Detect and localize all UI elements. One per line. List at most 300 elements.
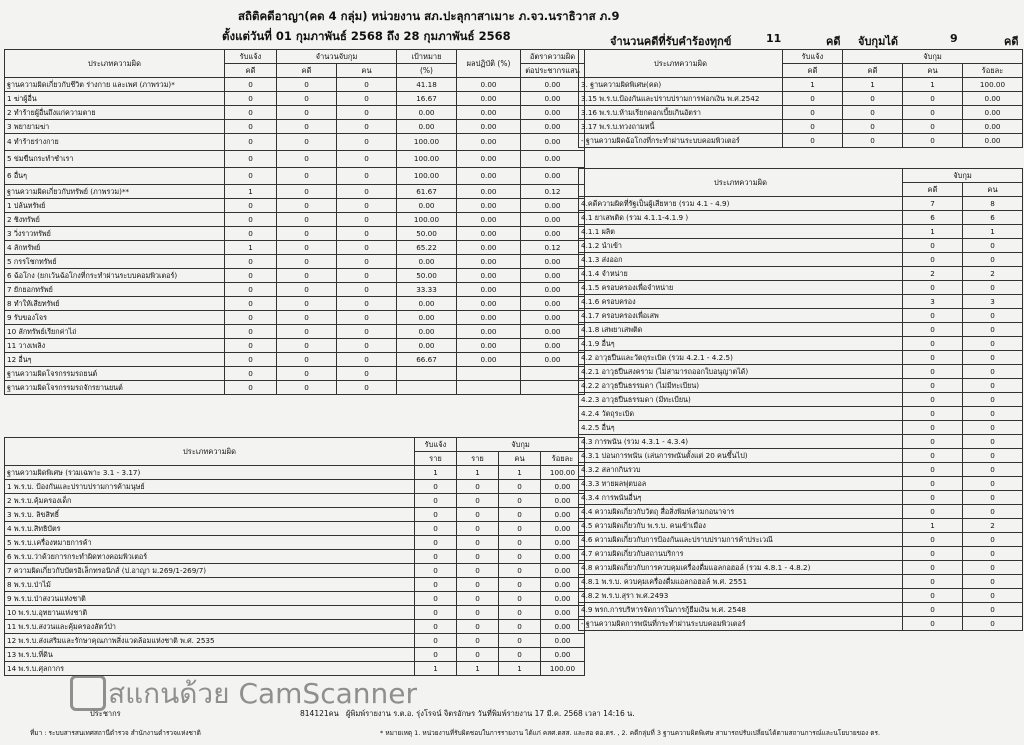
special-offense-summary-table xyxy=(578,49,1023,148)
cell-e: 0.00 xyxy=(457,269,521,283)
cell-a: 0 xyxy=(903,547,963,561)
cell-b: 0 xyxy=(277,255,337,269)
table-row xyxy=(5,78,585,92)
cell-b: 0 xyxy=(963,603,1023,617)
row-label: 4.9 พรก.การบริหารจัดการในการกู้ยืมเงิน พ.ศ. 2548 xyxy=(579,603,903,617)
row-label: 12 อื่นๆ xyxy=(5,353,225,367)
cell-f: 0.00 xyxy=(521,120,585,134)
table-row xyxy=(5,297,585,311)
table-row xyxy=(579,519,1023,533)
cell-f: 0.00 xyxy=(521,199,585,213)
col-case-arrest: คดี xyxy=(843,64,903,78)
cell-d: 0.00 xyxy=(541,578,585,592)
cell-d: 0.00 xyxy=(397,325,457,339)
arrest-label: จับกุมได้ xyxy=(858,35,899,48)
cell-f: 0.12 xyxy=(521,241,585,255)
table-row xyxy=(5,648,585,662)
cell-c: 0 xyxy=(337,297,397,311)
source-note: ที่มา : ระบบสารสนเทศสถานีตำรวจ สำนักงานตำรวจแห่งชาติ xyxy=(30,729,201,737)
cell-d: 16.67 xyxy=(397,92,457,106)
cell-d: 0.00 xyxy=(963,134,1023,148)
cell-f: 0.00 xyxy=(521,213,585,227)
row-label: 7 ความผิดเกี่ยวกับบัตรอิเล็กทรอนิกส์ (ป.อาญา ม.269/1-269/7) xyxy=(5,564,415,578)
cell-e: 0.00 xyxy=(457,297,521,311)
table-row xyxy=(5,185,585,199)
row-label: 4 พ.ร.บ.สิทธิบัตร xyxy=(5,522,415,536)
cell-e xyxy=(457,381,521,395)
row-label: 2 ชิงทรัพย์ xyxy=(5,213,225,227)
cell-b: 0 xyxy=(963,589,1023,603)
count-label: จำนวนคดีที่รับคำร้องทุกข์ xyxy=(610,35,732,48)
cell-a: 0 xyxy=(903,323,963,337)
cell-b: 1 xyxy=(457,662,499,676)
cell-a: 0 xyxy=(225,283,277,297)
cell-a: 0 xyxy=(225,367,277,381)
cell-f: 0.00 xyxy=(521,92,585,106)
cell-c: 0 xyxy=(337,353,397,367)
cell-b: 0 xyxy=(457,634,499,648)
row-label: 3. ฐานความผิดพิเศษ(คด) xyxy=(579,78,783,92)
table-row xyxy=(579,323,1023,337)
table-row xyxy=(579,92,1023,106)
cell-a: 0 xyxy=(903,239,963,253)
cell-a: 0 xyxy=(225,213,277,227)
table-row xyxy=(5,92,585,106)
cell-c: 0 xyxy=(337,168,397,185)
cell-b: 0 xyxy=(963,393,1023,407)
cell-d: 100.00 xyxy=(397,168,457,185)
col-arrest: จับกุม xyxy=(843,50,1023,64)
cell-a: 0 xyxy=(903,603,963,617)
cell-f: 0.00 xyxy=(521,227,585,241)
cell-b: 0 xyxy=(277,199,337,213)
cell-c: 0 xyxy=(337,269,397,283)
row-label: 4.4 ความผิดเกี่ยวกับวัตถุ สื่อสิ่งพิมพ์ลามกอนาจาร xyxy=(579,505,903,519)
cell-b: 0 xyxy=(277,78,337,92)
cell-c: 1 xyxy=(499,466,541,480)
cell-d: 0.00 xyxy=(541,480,585,494)
cell-b: 0 xyxy=(963,407,1023,421)
col-target: เป้าหมาย xyxy=(397,50,457,64)
table-row xyxy=(5,269,585,283)
row-label: - ฐานความผิดการพนันที่กระทำผ่านระบบคอมพิวเตอร์ xyxy=(579,617,903,631)
state-victim-offense-table xyxy=(578,168,1023,631)
cell-f: 0.00 xyxy=(521,283,585,297)
arrest-value: 9 xyxy=(950,32,958,45)
cell-c: 0 xyxy=(499,536,541,550)
cell-b: 0 xyxy=(963,617,1023,631)
col-report: รับแจ้ง xyxy=(225,50,277,64)
row-label: 3 พ.ร.บ. ลิขสิทธิ์ xyxy=(5,508,415,522)
cell-d: 0.00 xyxy=(397,255,457,269)
table-row xyxy=(5,564,585,578)
cell-a: 0 xyxy=(225,297,277,311)
cell-b: 0 xyxy=(963,533,1023,547)
cell-c: 0 xyxy=(499,592,541,606)
cell-d: 0.00 xyxy=(397,120,457,134)
cell-d: 0.00 xyxy=(541,550,585,564)
cell-e: 0.00 xyxy=(457,168,521,185)
table-row xyxy=(579,407,1023,421)
cell-b: 1 xyxy=(457,466,499,480)
col-type: ประเภทความผิด xyxy=(579,169,903,197)
row-label: 4.6 ความผิดเกี่ยวกับการป้องกันและปราบปรามการค้าประเวณี xyxy=(579,533,903,547)
cell-b: 0 xyxy=(457,550,499,564)
cell-f: 0.12 xyxy=(521,185,585,199)
table-row xyxy=(579,211,1023,225)
cell-d: 0.00 xyxy=(541,648,585,662)
cell-d: 100.00 xyxy=(963,78,1023,92)
report-period: ตั้งแต่วันที่ 01 กุมภาพันธ์ 2568 ถึง 28 กุมภาพันธ์ 2568 xyxy=(222,29,511,43)
cell-a: 0 xyxy=(225,353,277,367)
col-case: คดี xyxy=(225,64,277,78)
cell-c: 0 xyxy=(499,550,541,564)
row-label: 4.7 ความผิดเกี่ยวกับสถานบริการ xyxy=(579,547,903,561)
cell-b: 0 xyxy=(277,185,337,199)
cell-c: 1 xyxy=(903,78,963,92)
table-row xyxy=(5,353,585,367)
cell-b: 0 xyxy=(963,477,1023,491)
cell-a: 0 xyxy=(903,533,963,547)
cell-a: 0 xyxy=(225,78,277,92)
row-label: 4.8.1 พ.ร.บ. ควบคุมเครื่องดื่มแอลกอฮอล์ พ.ศ. 2551 xyxy=(579,575,903,589)
cell-b: 0 xyxy=(277,311,337,325)
row-label: 12 พ.ร.บ.ส่งเสริมและรักษาคุณภาพสิ่งแวดล้อมแห่งชาติ พ.ศ. 2535 xyxy=(5,634,415,648)
count-value: 11 xyxy=(766,32,782,45)
cell-a: 7 xyxy=(903,197,963,211)
cell-a: 1 xyxy=(225,185,277,199)
cell-a: 3 xyxy=(903,295,963,309)
cell-b: 0 xyxy=(963,505,1023,519)
table-row xyxy=(5,634,585,648)
row-label: 1 ฆ่าผู้อื่น xyxy=(5,92,225,106)
cell-a: 1 xyxy=(415,466,457,480)
table-row xyxy=(5,325,585,339)
cell-a: 1 xyxy=(903,519,963,533)
cell-c: 0 xyxy=(337,311,397,325)
cell-a: 0 xyxy=(903,617,963,631)
row-label: 3 พยายามฆ่า xyxy=(5,120,225,134)
cell-a: 0 xyxy=(415,522,457,536)
cell-c: 0 xyxy=(903,106,963,120)
cell-f: 0.00 xyxy=(521,297,585,311)
cell-c: 0 xyxy=(499,564,541,578)
cell-f: 0.00 xyxy=(521,78,585,92)
cell-a: 6 xyxy=(903,211,963,225)
cell-c: 0 xyxy=(337,199,397,213)
col-case-arrest: ราย xyxy=(457,452,499,466)
table-row xyxy=(579,421,1023,435)
cell-a: 2 xyxy=(903,267,963,281)
cell-d: 100.00 xyxy=(397,134,457,151)
report-title: สถิติคดีอาญา(คด 4 กลุ่ม) หน่วยงาน สภ.ปะลุกาสาเมาะ ภ.จว.นราธิวาส ภ.9 xyxy=(238,9,620,23)
row-label: 4 ลักทรัพย์ xyxy=(5,241,225,255)
col-pct: ร้อยละ xyxy=(963,64,1023,78)
cell-b: 0 xyxy=(457,648,499,662)
table-row xyxy=(5,339,585,353)
row-label: 1 พ.ร.บ. ป้องกันและปราบปรามการค้ามนุษย์ xyxy=(5,480,415,494)
cell-b: 8 xyxy=(963,197,1023,211)
cell-a: 0 xyxy=(903,421,963,435)
cell-c: 1 xyxy=(499,662,541,676)
col-arrest: จับกุม xyxy=(903,169,1023,183)
cell-b: 0 xyxy=(843,106,903,120)
row-label: 4.1.1 ผลิต xyxy=(579,225,903,239)
row-label: 6 อื่นๆ xyxy=(5,168,225,185)
cell-a: 0 xyxy=(415,634,457,648)
table-row xyxy=(579,225,1023,239)
cell-d: 0.00 xyxy=(541,634,585,648)
cell-a: 0 xyxy=(415,536,457,550)
cell-b: 0 xyxy=(963,435,1023,449)
row-label: 13 พ.ร.บ.ที่ดิน xyxy=(5,648,415,662)
cell-a: 0 xyxy=(903,435,963,449)
col-result: ผลปฏิบัติ (%) xyxy=(457,50,521,78)
cell-d: 0.00 xyxy=(541,606,585,620)
cell-c: 0 xyxy=(499,578,541,592)
cell-b: 0 xyxy=(963,351,1023,365)
cell-e: 0.00 xyxy=(457,339,521,353)
cell-e: 0.00 xyxy=(457,213,521,227)
cell-a: 0 xyxy=(903,365,963,379)
row-label: 4.1.3 ส่งออก xyxy=(579,253,903,267)
table-row xyxy=(5,606,585,620)
cell-f: 0.00 xyxy=(521,151,585,168)
cell-b: 0 xyxy=(963,365,1023,379)
col-arrest: จับกุม xyxy=(457,438,585,452)
row-label: 1 ปล้นทรัพย์ xyxy=(5,199,225,213)
row-label: 4.คดีความผิดที่รัฐเป็นผู้เสียหาย (รวม 4.1 - 4.9) xyxy=(579,197,903,211)
table-row xyxy=(579,78,1023,92)
arrest-unit: คดี xyxy=(1004,35,1019,48)
cell-d: 0.00 xyxy=(541,508,585,522)
cell-c: 0 xyxy=(337,120,397,134)
cell-e: 0.00 xyxy=(457,78,521,92)
cell-c: 0 xyxy=(499,480,541,494)
cell-b: 0 xyxy=(963,239,1023,253)
cell-b: 0 xyxy=(963,337,1023,351)
cell-a: 1 xyxy=(783,78,843,92)
cell-c: 0 xyxy=(499,648,541,662)
cell-d: 100.00 xyxy=(541,466,585,480)
table-row xyxy=(5,578,585,592)
col-case-arrest: คดี xyxy=(277,64,337,78)
cell-b: 0 xyxy=(277,269,337,283)
cell-c: 0 xyxy=(337,213,397,227)
table-row xyxy=(5,106,585,120)
cell-b: 3 xyxy=(963,295,1023,309)
cell-a: 0 xyxy=(225,255,277,269)
cell-b: 0 xyxy=(963,449,1023,463)
row-label: 4.1.5 ครอบครองเพื่อจำหน่าย xyxy=(579,281,903,295)
cell-a: 0 xyxy=(783,120,843,134)
cell-b: 0 xyxy=(277,213,337,227)
table-row xyxy=(579,239,1023,253)
cell-b: 0 xyxy=(843,92,903,106)
cell-a: 0 xyxy=(903,309,963,323)
cell-a: 0 xyxy=(415,606,457,620)
row-label: 4.2 อาวุธปืนและวัตถุระเบิด (รวม 4.2.1 - 4.2.5) xyxy=(579,351,903,365)
cell-c: 0 xyxy=(337,92,397,106)
row-label: ฐานความผิดพิเศษ (รวมเฉพาะ 3.1 - 3.17) xyxy=(5,466,415,480)
cell-b: 0 xyxy=(843,134,903,148)
cell-b: 0 xyxy=(963,575,1023,589)
cell-b: 0 xyxy=(277,106,337,120)
cell-c: 0 xyxy=(337,241,397,255)
col-report: รับแจ้ง xyxy=(783,50,843,64)
cell-e: 0.00 xyxy=(457,106,521,120)
table-row xyxy=(579,561,1023,575)
cell-d: 100.00 xyxy=(397,213,457,227)
cell-a: 0 xyxy=(225,325,277,339)
cell-b: 0 xyxy=(277,151,337,168)
row-label: 4.8.2 พ.ร.บ.สุรา พ.ศ.2493 xyxy=(579,589,903,603)
cell-e: 0.00 xyxy=(457,227,521,241)
cell-a: 0 xyxy=(225,151,277,168)
col-person: คน xyxy=(337,64,397,78)
table-row xyxy=(5,620,585,634)
cell-a: 0 xyxy=(903,491,963,505)
table-row xyxy=(5,367,585,381)
cell-a: 0 xyxy=(903,281,963,295)
table-row xyxy=(5,480,585,494)
row-label: 4.3.3 ทายผลฟุตบอล xyxy=(579,477,903,491)
cell-d: 0.00 xyxy=(541,522,585,536)
population-value: 814121คน xyxy=(300,709,339,718)
cell-e: 0.00 xyxy=(457,134,521,151)
table-row xyxy=(5,311,585,325)
table-row xyxy=(579,575,1023,589)
table-row xyxy=(579,435,1023,449)
cell-f: 0.00 xyxy=(521,339,585,353)
cell-d xyxy=(397,381,457,395)
cell-a: 0 xyxy=(783,92,843,106)
cell-c: 0 xyxy=(337,78,397,92)
cell-e: 0.00 xyxy=(457,241,521,255)
row-label: 7 ยักยอกทรัพย์ xyxy=(5,283,225,297)
table-row xyxy=(579,547,1023,561)
cell-c: 0 xyxy=(337,151,397,168)
table-row xyxy=(5,241,585,255)
row-label: 9 พ.ร.บ.ป่าสงวนแห่งชาติ xyxy=(5,592,415,606)
cell-b: 0 xyxy=(457,508,499,522)
cell-c: 0 xyxy=(499,606,541,620)
cell-c: 0 xyxy=(337,185,397,199)
cell-c: 0 xyxy=(499,508,541,522)
cell-d: 0.00 xyxy=(541,564,585,578)
cell-b: 0 xyxy=(277,367,337,381)
table-row xyxy=(5,120,585,134)
col-report: รับแจ้ง xyxy=(415,438,457,452)
camscanner-logo-icon xyxy=(70,675,106,711)
cell-f: 0.00 xyxy=(521,255,585,269)
cell-d: 41.18 xyxy=(397,78,457,92)
table-row xyxy=(579,365,1023,379)
table-row xyxy=(579,393,1023,407)
col-person: คน xyxy=(499,452,541,466)
table-row xyxy=(579,309,1023,323)
table-row xyxy=(579,337,1023,351)
cell-d: 0.00 xyxy=(963,120,1023,134)
row-label: 4 ทำร้ายร่างกาย xyxy=(5,134,225,151)
cell-e: 0.00 xyxy=(457,311,521,325)
row-label: 4.3 การพนัน (รวม 4.3.1 - 4.3.4) xyxy=(579,435,903,449)
table-row xyxy=(579,134,1023,148)
cell-d: 66.67 xyxy=(397,353,457,367)
row-label: - ฐานความผิดฉ้อโกงที่กระทำผ่านระบบคอมพิวเตอร์ xyxy=(579,134,783,148)
table-row xyxy=(579,295,1023,309)
cell-a: 1 xyxy=(225,241,277,255)
cell-e: 0.00 xyxy=(457,353,521,367)
cell-b: 0 xyxy=(277,227,337,241)
cell-a: 1 xyxy=(415,662,457,676)
crime-stats-table xyxy=(4,49,585,395)
cell-b: 0 xyxy=(277,297,337,311)
table-row xyxy=(579,617,1023,631)
cell-b: 0 xyxy=(277,325,337,339)
table-row xyxy=(579,281,1023,295)
row-label: 4.2.3 อาวุธปืนธรรมดา (มีทะเบียน) xyxy=(579,393,903,407)
col-case: ราย xyxy=(415,452,457,466)
table-row xyxy=(5,536,585,550)
reporter-line: ผู้พิมพ์รายงาน ร.ต.อ. รุ่งโรจน์ จิตรอักษร วันที่พิมพ์รายงาน 17 มี.ค. 2568 เวลา 14:16 น. xyxy=(346,709,635,718)
cell-a: 0 xyxy=(903,379,963,393)
cell-c: 0 xyxy=(337,367,397,381)
cell-b: 0 xyxy=(277,353,337,367)
row-label: 4.1.7 ครอบครองเพื่อเสพ xyxy=(579,309,903,323)
table-row xyxy=(579,379,1023,393)
row-label: 4.2.2 อาวุธปืนธรรมดา (ไม่มีทะเบียน) xyxy=(579,379,903,393)
cell-d: 0.00 xyxy=(541,536,585,550)
table-row xyxy=(5,255,585,269)
row-label: 3 วิ่งราวทรัพย์ xyxy=(5,227,225,241)
cell-a: 0 xyxy=(415,550,457,564)
cell-a: 0 xyxy=(903,463,963,477)
cell-c: 0 xyxy=(903,92,963,106)
table-row xyxy=(579,106,1023,120)
row-label: 5 ข่มขืนกระทำชำเรา xyxy=(5,151,225,168)
cell-b: 0 xyxy=(457,620,499,634)
row-label: 11 วางเพลิง xyxy=(5,339,225,353)
cell-b: 0 xyxy=(457,564,499,578)
cell-a: 0 xyxy=(225,199,277,213)
footnote: * หมายเหตุ 1. หน่วยงานที่รับผิดชอบในการรายงาน ได้แก่ คสศ.ตสส. และสอ ตอ.ตร. , 2. คดีกลุ่มที่ 3 ฐานความผิดพิเศษ สามารถปรับเปลี่ยนได้ตามสถานการณ์และนโยบายของ ตร. xyxy=(380,729,881,737)
row-label: 4.3.2 สลากกินรวบ xyxy=(579,463,903,477)
cell-f: 0.00 xyxy=(521,353,585,367)
table-row xyxy=(579,533,1023,547)
table-row xyxy=(579,449,1023,463)
row-label: 4.3.4 การพนันอื่นๆ xyxy=(579,491,903,505)
row-label: 2 ทำร้ายผู้อื่นถึงแก่ความตาย xyxy=(5,106,225,120)
cell-b: 0 xyxy=(843,120,903,134)
table-row xyxy=(5,227,585,241)
population-label: ประชากร xyxy=(90,709,121,718)
cell-c: 0 xyxy=(499,494,541,508)
cell-b: 1 xyxy=(843,78,903,92)
cell-d: 0.00 xyxy=(397,106,457,120)
cell-a: 0 xyxy=(903,449,963,463)
cell-b: 0 xyxy=(963,253,1023,267)
cell-a: 0 xyxy=(225,92,277,106)
row-label: 3.17 พ.ร.บ.ทวงถามหนี้ xyxy=(579,120,783,134)
cell-a: 1 xyxy=(903,225,963,239)
row-label: ฐานความผิดเกี่ยวกับชีวิต ร่างกาย และเพศ (ภาพรวม)* xyxy=(5,78,225,92)
cell-c: 0 xyxy=(337,255,397,269)
cell-c: 0 xyxy=(337,106,397,120)
table-row xyxy=(5,592,585,606)
row-label: 4.1 ยาเสพติด (รวม 4.1.1-4.1.9 ) xyxy=(579,211,903,225)
cell-a: 0 xyxy=(903,253,963,267)
